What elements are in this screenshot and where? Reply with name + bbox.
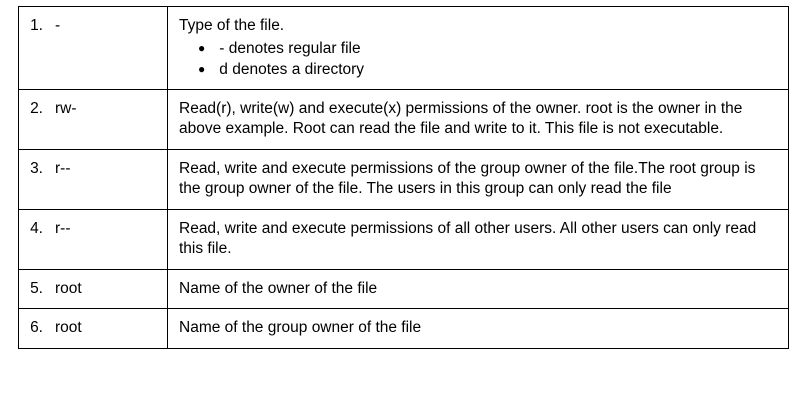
table-row <box>19 7 789 90</box>
list-item-label: d denotes a directory <box>215 60 365 78</box>
row-field-cell <box>19 89 168 149</box>
row-field-cell <box>19 309 168 349</box>
row-index: 5. <box>30 279 43 297</box>
field-label <box>19 150 167 188</box>
description-text: Read, write and execute permissions of all other users. All other users can only read this file. <box>179 219 757 257</box>
row-description-cell <box>168 269 789 309</box>
description-block <box>168 210 788 269</box>
description-bullet-list <box>179 38 778 80</box>
row-value: rw- <box>55 99 77 117</box>
row-description-cell <box>168 7 789 90</box>
list-item <box>198 38 778 59</box>
table-row <box>19 209 789 269</box>
table-row <box>19 89 789 149</box>
row-index: 3. <box>30 159 43 177</box>
field-label <box>19 270 167 308</box>
row-field-cell <box>19 7 168 90</box>
list-item <box>198 59 778 80</box>
row-index: 4. <box>30 219 43 237</box>
field-label <box>19 90 167 128</box>
row-field-cell <box>19 269 168 309</box>
row-description-cell <box>168 149 789 209</box>
bullet-icon: ● <box>198 61 206 76</box>
row-index: 2. <box>30 99 43 117</box>
description-block <box>168 90 788 149</box>
row-index: 1. <box>30 17 43 34</box>
description-text: Name of the group owner of the file <box>179 319 422 336</box>
description-block <box>168 7 788 89</box>
document-body <box>0 6 800 406</box>
row-field-cell <box>19 209 168 269</box>
row-value: r-- <box>55 159 71 177</box>
row-value: - <box>55 17 61 34</box>
field-label <box>19 210 167 248</box>
description-text: Read(r), write(w) and execute(x) permissions of the owner. root is the owner in the above example. Root can read the file and write to it. This file is not executable. <box>179 99 743 137</box>
description-block <box>168 309 788 348</box>
field-label <box>19 309 167 347</box>
field-label <box>19 7 167 45</box>
table-row <box>19 309 789 349</box>
row-description-cell <box>168 209 789 269</box>
file-permissions-table <box>18 6 789 349</box>
row-value: root <box>55 319 82 336</box>
row-value: root <box>55 279 82 297</box>
row-field-cell <box>19 149 168 209</box>
row-description-cell <box>168 89 789 149</box>
list-item-label: - denotes regular file <box>215 39 361 57</box>
description-block <box>168 270 788 309</box>
table-row <box>19 149 789 209</box>
row-description-cell <box>168 309 789 349</box>
bullet-icon: ● <box>198 40 206 55</box>
row-index: 6. <box>30 319 43 336</box>
description-text: Name of the owner of the file <box>179 279 378 297</box>
description-text: Type of the file. <box>179 17 285 34</box>
table-row <box>19 269 789 309</box>
description-block <box>168 150 788 209</box>
row-value: r-- <box>55 219 71 237</box>
description-text: Read, write and execute permissions of the group owner of the file.The root group is the group owner of the file. The users in this group can only read the file <box>179 159 756 197</box>
